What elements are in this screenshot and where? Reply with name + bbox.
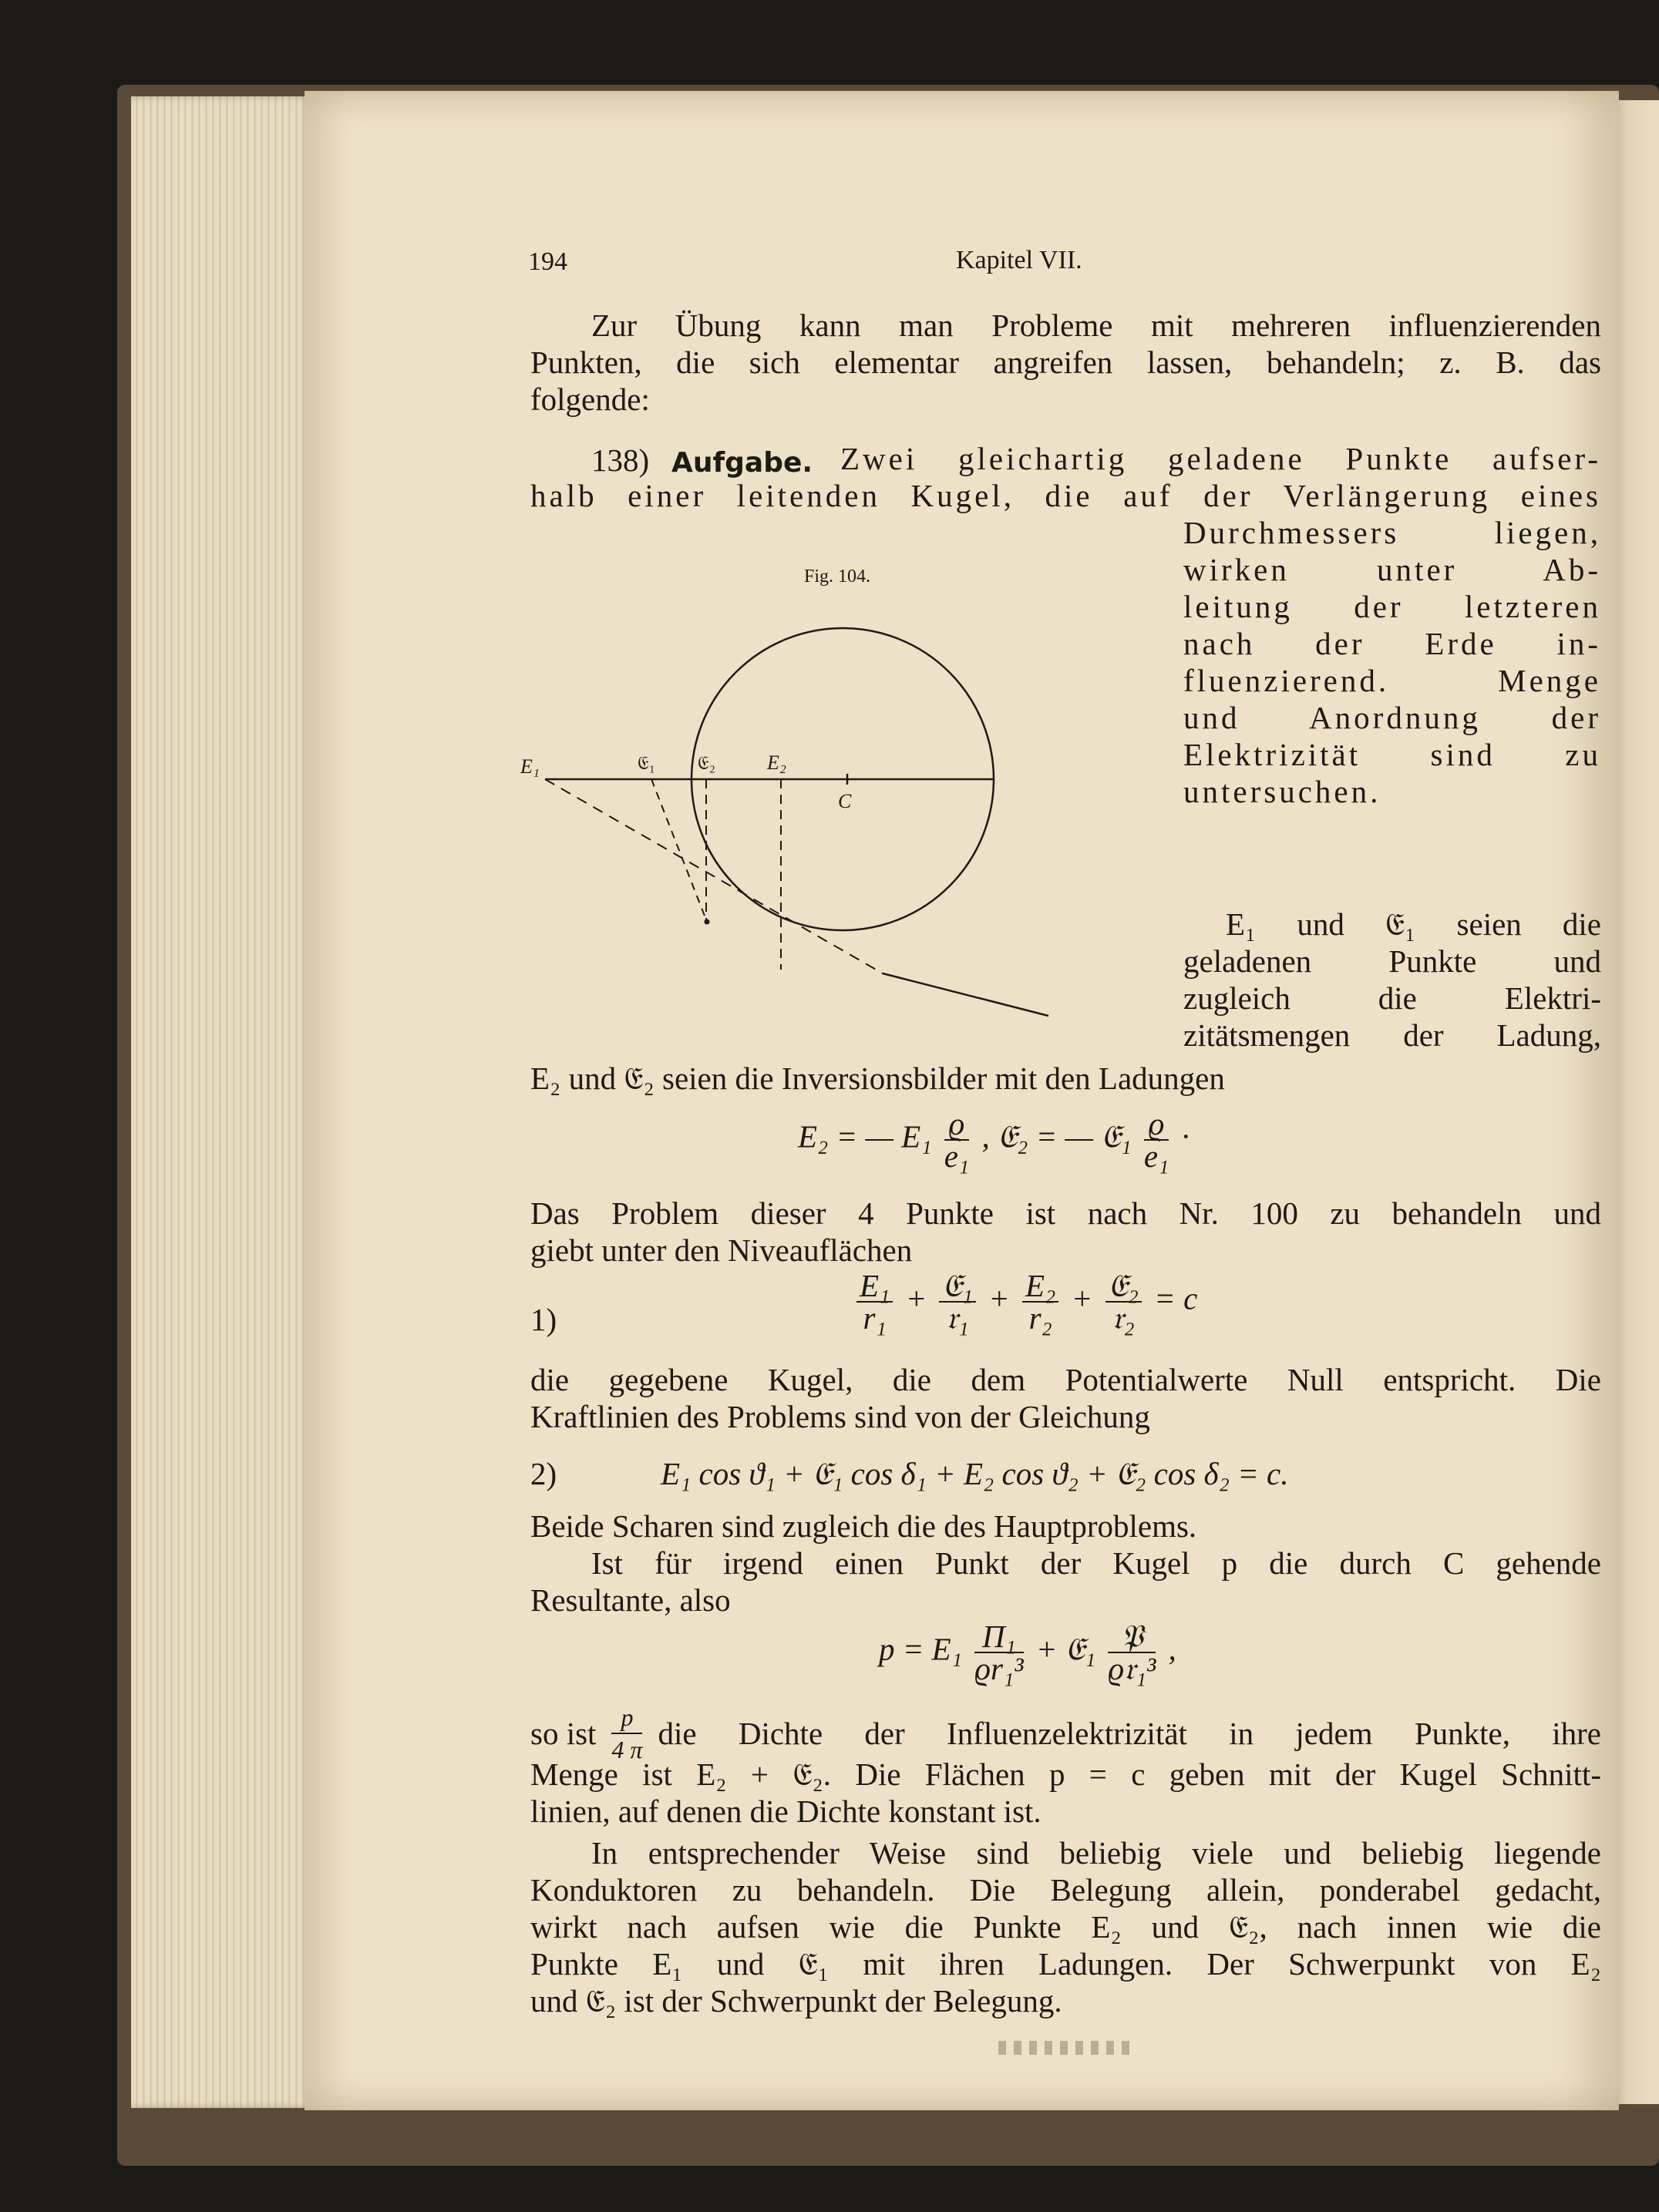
side-line: geladenen Punkte und (1183, 943, 1601, 979)
problem-line: halb einer leitenden Kugel, die auf der Verlängerung eines (530, 478, 1601, 513)
problem-line: Elektrizität sind zu (1183, 737, 1601, 772)
paragraph-line: die gegebene Kugel, die dem Potentialwerte Null entspricht. Die (530, 1362, 1601, 1397)
running-head: Kapitel VII. (956, 246, 1082, 274)
side-line: zitätsmengen der Ladung, (1183, 1017, 1601, 1053)
ink-smudge (998, 2041, 1137, 2055)
eq-term: E₂ = — E₁ (798, 1118, 932, 1155)
paragraph-line: Kraftlinien des Problems sind von der Gleichung (530, 1399, 1150, 1434)
dashed-line-inner (651, 779, 707, 922)
paragraph-line: Zur Übung kann man Probleme mit mehreren influenzierenden (591, 308, 1601, 343)
side-line: E₁ und 𝔈₁ seien die (1226, 906, 1601, 942)
side-line: zugleich die Elektri- (1183, 980, 1601, 1016)
fraction: $\frac{\text{E₂}}{\text{r₂}}$ (1022, 1270, 1058, 1333)
label-center-c: C (838, 790, 852, 812)
problem-line: fluenzierend. Menge (1183, 663, 1601, 698)
paragraph-line: In entsprechender Weise sind beliebig viele und beliebig liegende (591, 1835, 1601, 1871)
paragraph-line: Punkten, die sich elementar angreifen lassen, behandeln; z. B. das (530, 345, 1601, 380)
problem-number: 138) (591, 442, 650, 478)
label-german-e2: 𝔈₂ (698, 754, 716, 774)
book-page (305, 91, 1619, 2110)
label-e1: E₁ (520, 755, 540, 778)
fraction: $\frac{\text{𝔈₂}}{\text{𝔯₂}}$ (1105, 1270, 1142, 1333)
problem-line: Durchmessers liegen, (1183, 515, 1601, 550)
paragraph-line-with-fraction: so ist $\frac{p}{4 \pi}$ die Dichte der Influenzelektrizität in jedem Punkte, ihre (530, 1703, 1601, 1763)
problem-line: leitung der letzteren (1183, 589, 1601, 624)
paragraph-line: und 𝔈₂ ist der Schwerpunkt der Belegung. (530, 1983, 1062, 2019)
problem-line: Zwei gleichartig geladene Punkte aufser- (840, 441, 1601, 476)
problem-line: wirken unter Ab- (1183, 552, 1601, 587)
figure-caption: Fig. 104. (804, 566, 871, 587)
paragraph-line: Menge ist E₂ + 𝔈₂. Die Flächen p = c geben mit der Kugel Schnitt- (530, 1756, 1601, 1792)
fraction: $\frac{\text{𝔓}}{\text{ϱ𝔯₁³}}$ (1108, 1619, 1156, 1686)
problem-line: und Anordnung der (1183, 700, 1601, 735)
equation-level-surfaces: $\frac{\text{E₁}}{\text{r₁}}$ + $\frac{\text{𝔈₁}}{\text{𝔯₁}}$ + $\frac{\text{E₂}}{\text{r₂}}$ + $\frac{\text{𝔈₂}}{\text{𝔯₂}}$ = c (852, 1270, 1197, 1333)
problem-line: untersuchen. (1183, 774, 1381, 809)
paragraph-line: linien, auf denen die Dichte konstant ist. (530, 1793, 1042, 1829)
tangent-line (883, 973, 1048, 1016)
page-number: 194 (528, 247, 567, 276)
fraction: $\frac{ϱ}{\text{e₁}}$ (1143, 1106, 1169, 1174)
problem-line: nach der Erde in- (1183, 626, 1601, 661)
label-german-e1: 𝔈₁ (638, 754, 656, 774)
fraction: $\frac{\text{𝔈₁}}{\text{𝔯₁}}$ (939, 1270, 975, 1333)
paragraph-line: wirkt nach aufsen wie die Punkte E₂ und 𝔈₂, nach innen wie die (530, 1909, 1601, 1945)
paragraph-line: giebt unter den Niveauflächen (530, 1232, 913, 1268)
equation-number: 2) (530, 1456, 557, 1491)
equation-inversion-charges (798, 1108, 1190, 1172)
fraction: $\frac{\text{E₁}}{\text{r₁}}$ (856, 1270, 893, 1333)
paragraph-line: Punkte E₁ und 𝔈₁ mit ihren Ladungen. Der Schwerpunkt von E₂ (530, 1946, 1601, 1982)
equation-resultant: p = E₁ $\frac{\text{Π₁}}{\text{ϱr₁³}}$ + 𝔈₁ $\frac{\text{𝔓}}{\text{ϱ𝔯₁³}}$ , (879, 1619, 1176, 1686)
page-edges (131, 96, 312, 2108)
fraction: $\frac{p}{4 \pi}$ (611, 1703, 643, 1763)
paragraph-line: Das Problem dieser 4 Punkte ist nach Nr. 100 zu behandeln und (530, 1195, 1601, 1231)
fraction: $\frac{\text{Π₁}}{\text{ϱr₁³}}$ (974, 1619, 1024, 1686)
dashed-ray (545, 779, 883, 973)
equation-field-lines: E₁ cos ϑ₁ + 𝔈₁ cos δ₁ + E₂ cos ϑ₂ + 𝔈₂ cos δ₂ = c. (661, 1456, 1289, 1491)
eq-term: · (1181, 1118, 1190, 1155)
fraction: $\frac{ϱ}{\text{e₁}}$ (944, 1106, 970, 1174)
paragraph-line: Resultante, also (530, 1582, 731, 1618)
paragraph-line: E₂ und 𝔈₂ seien die Inversionsbilder mit den Ladungen (530, 1061, 1225, 1096)
problem-label: Aufgabe. (671, 447, 813, 479)
paragraph-line: folgende: (530, 382, 650, 417)
equation-number: 1) (530, 1302, 557, 1337)
label-e2: E₂ (767, 751, 786, 774)
paragraph-line: Ist für irgend einen Punkt der Kugel p die durch C gehende (591, 1545, 1601, 1581)
paragraph-line: Konduktoren zu behandeln. Die Belegung allein, ponderabel gedacht, (530, 1872, 1601, 1908)
point-on-sphere (705, 919, 710, 925)
eq-term: , 𝔈₂ = — 𝔈₁ (981, 1118, 1132, 1155)
paragraph-line: Beide Scharen sind zugleich die des Hauptproblems. (530, 1508, 1197, 1544)
figure-104 (520, 584, 1168, 1047)
